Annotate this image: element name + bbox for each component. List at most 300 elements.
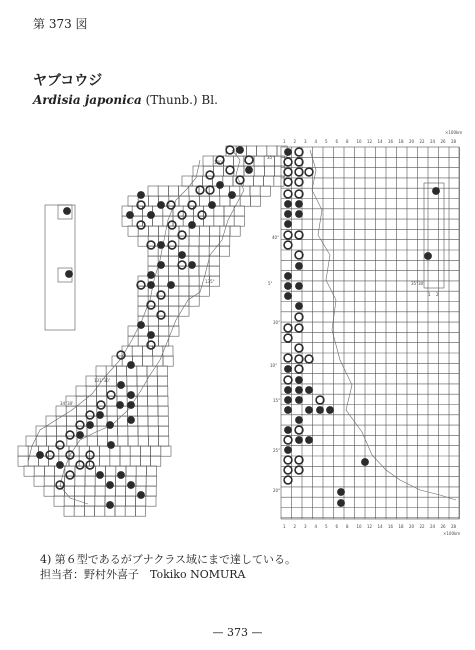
filled-circle-marker <box>216 181 224 189</box>
filled-circle-marker <box>106 481 114 489</box>
grid-cell <box>138 426 148 436</box>
grid-cell <box>116 366 126 376</box>
grid-cell <box>223 156 233 166</box>
top-axis-tick: 24 <box>430 139 436 144</box>
grid-cell <box>234 216 244 226</box>
grid-cell <box>264 166 274 176</box>
grid-cell <box>148 416 158 426</box>
open-circle-marker <box>178 211 186 219</box>
filled-circle-marker <box>337 499 345 507</box>
grid-cell <box>85 476 95 486</box>
grid-cell <box>34 476 44 486</box>
top-axis-tick: 26 <box>440 139 446 144</box>
filled-circle-marker <box>116 401 124 409</box>
bottom-axis-tick: 28 <box>451 524 457 529</box>
filled-circle-marker <box>167 281 175 289</box>
grid-cell <box>56 416 66 426</box>
grid-cell <box>148 406 158 416</box>
open-circle-marker <box>284 466 292 474</box>
grid-cell <box>157 376 167 386</box>
grid-cell <box>163 356 173 366</box>
grid-cell <box>136 476 146 486</box>
grid-cell <box>159 226 169 236</box>
latitude-label: 35°30' <box>411 281 425 286</box>
page-number: — 373 — <box>212 626 263 639</box>
grid-cell <box>153 216 163 226</box>
top-axis-tick: 4 <box>314 139 318 144</box>
filled-circle-marker <box>295 210 303 218</box>
inset-tick: 1 <box>428 292 431 297</box>
open-circle-marker <box>168 241 176 249</box>
filled-circle-marker <box>96 411 104 419</box>
open-circle-marker <box>46 451 54 459</box>
grid-cell <box>146 466 156 476</box>
grid-cell <box>158 386 168 396</box>
filled-circle-marker <box>284 220 292 228</box>
filled-circle-marker <box>284 396 292 404</box>
grid-cell <box>56 426 66 436</box>
top-axis-tick: 18 <box>398 139 404 144</box>
open-circle-marker <box>86 411 94 419</box>
grid-cell <box>117 416 127 426</box>
grid-cell <box>158 186 168 196</box>
top-axis-tick: 3 <box>304 139 307 144</box>
grid-cell <box>148 426 158 436</box>
filled-circle-marker <box>305 406 313 414</box>
filled-circle-marker <box>157 261 165 269</box>
grid-cell <box>44 486 54 496</box>
grid-cell <box>128 436 138 446</box>
open-circle-marker <box>66 471 74 479</box>
open-circle-marker <box>196 186 204 194</box>
grid-cell <box>130 456 140 466</box>
filled-circle-marker <box>147 281 155 289</box>
top-axis-tick: 22 <box>419 139 425 144</box>
filled-circle-marker <box>208 201 216 209</box>
filled-circle-marker <box>284 210 292 218</box>
grid-cell <box>54 496 64 506</box>
top-axis-tick: 20 <box>409 139 415 144</box>
bottom-axis-tick: 22 <box>419 524 425 529</box>
author-credit: 担当者：野村外喜子 Tokiko NOMURA <box>40 568 246 581</box>
filled-circle-marker <box>316 406 324 414</box>
grid-cell <box>163 346 173 356</box>
filled-circle-marker <box>295 436 303 444</box>
bottom-axis-tick: 20 <box>409 524 415 529</box>
grid-cell <box>257 146 267 156</box>
open-circle-marker <box>284 158 292 166</box>
grid-cell <box>148 256 158 266</box>
filled-circle-marker <box>245 166 253 174</box>
bottom-axis-tick: 5 <box>325 524 328 529</box>
grid-cell <box>161 446 171 456</box>
top-axis-tick: 16 <box>388 139 394 144</box>
latitude-label: 35° <box>267 155 275 160</box>
filled-circle-marker <box>284 282 292 290</box>
grid-cell <box>110 456 120 466</box>
filled-circle-marker <box>137 491 145 499</box>
grid-cell <box>44 476 54 486</box>
filled-circle-marker <box>147 211 155 219</box>
grid-cell <box>66 416 76 426</box>
open-circle-marker <box>284 376 292 384</box>
open-circle-marker <box>206 171 214 179</box>
grid-cell <box>76 396 86 406</box>
species-japanese-name: ヤブコウジ <box>33 73 103 89</box>
filled-circle-marker <box>305 436 313 444</box>
grid-cell <box>151 456 161 466</box>
longitude-label: 34°30' <box>60 401 74 406</box>
filled-circle-marker <box>295 282 303 290</box>
open-circle-marker <box>305 168 313 176</box>
filled-circle-marker <box>137 321 145 329</box>
grid-cell <box>118 436 128 446</box>
filled-circle-marker <box>284 446 292 454</box>
grid-cell <box>132 346 142 356</box>
grid-cell <box>234 166 244 176</box>
grid-cell <box>179 306 189 316</box>
top-axis-tick: 5 <box>325 139 328 144</box>
grid-cell <box>158 406 168 416</box>
grid-cell <box>210 226 220 236</box>
open-circle-marker <box>117 351 125 359</box>
filled-circle-marker <box>137 191 145 199</box>
grid-cell <box>179 286 189 296</box>
grid-cell <box>223 176 233 186</box>
filled-circle-marker <box>117 471 125 479</box>
grid-cell <box>253 176 263 186</box>
grid-cell <box>264 176 274 186</box>
grid-cell <box>75 476 85 486</box>
grid-cell <box>189 246 199 256</box>
bottom-axis-tick: 26 <box>440 524 446 529</box>
filled-circle-marker <box>65 270 73 278</box>
grid-cell <box>120 446 130 456</box>
grid-cell <box>168 186 178 196</box>
grid-cell <box>146 486 156 496</box>
grid-cell <box>250 196 260 206</box>
grid-cell <box>158 426 168 436</box>
open-circle-marker <box>168 221 176 229</box>
top-axis-tick: 6 <box>335 139 339 144</box>
filled-circle-marker <box>126 211 134 219</box>
grid-cell <box>148 196 158 206</box>
grid-cell <box>138 436 148 446</box>
filled-circle-marker <box>127 401 135 409</box>
grid-cell <box>146 496 156 506</box>
grid-cell <box>97 436 107 446</box>
grid-cell <box>250 186 260 196</box>
open-circle-marker <box>107 391 115 399</box>
bottom-axis-tick: 10 <box>356 524 362 529</box>
filled-circle-marker <box>295 396 303 404</box>
filled-circle-marker <box>284 406 292 414</box>
scientific-authority: (Thunb.) Bl. <box>145 93 218 107</box>
grid-cell <box>87 436 97 446</box>
filled-circle-marker <box>86 421 94 429</box>
grid-cell <box>44 466 54 476</box>
bottom-axis-tick: 16 <box>388 524 394 529</box>
longitude-label: 130° <box>214 160 224 165</box>
open-circle-marker <box>198 211 206 219</box>
grid-cell <box>115 486 125 496</box>
grid-cell <box>153 356 163 366</box>
grid-cell <box>199 266 209 276</box>
grid-cell <box>143 356 153 366</box>
grid-cell <box>46 436 56 446</box>
grid-cell <box>254 156 264 166</box>
grid-cell <box>199 246 209 256</box>
grid-cell <box>146 476 156 486</box>
grid-cell <box>159 326 169 336</box>
figure-number: 第 373 図 <box>33 17 88 31</box>
filled-circle-marker <box>284 365 292 373</box>
grid-cell <box>84 506 94 516</box>
grid-cell <box>115 506 125 516</box>
grid-cell <box>189 296 199 306</box>
grid-cell <box>140 446 150 456</box>
filled-circle-marker <box>284 148 292 156</box>
open-circle-marker <box>137 221 145 229</box>
grid-cell <box>254 166 264 176</box>
open-circle-marker <box>284 456 292 464</box>
grid-cell <box>159 436 169 446</box>
open-circle-marker <box>76 421 84 429</box>
grid-cell <box>240 196 250 206</box>
grid-cell <box>135 506 145 516</box>
grid-cell <box>157 366 167 376</box>
grid-cell <box>147 386 157 396</box>
open-circle-marker <box>284 324 292 332</box>
grid-cell <box>137 376 147 386</box>
filled-circle-marker <box>295 416 303 424</box>
filled-circle-marker <box>284 426 292 434</box>
open-circle-marker <box>206 186 214 194</box>
filled-circle-marker <box>157 241 165 249</box>
latitude-label: 5° <box>268 281 273 286</box>
filled-circle-marker <box>36 451 44 459</box>
bottom-axis-tick: 4 <box>314 524 318 529</box>
open-circle-marker <box>284 190 292 198</box>
grid-cell <box>148 436 158 446</box>
latitude-label: 25° <box>273 448 281 453</box>
filled-circle-marker <box>127 481 135 489</box>
grid-cell <box>260 186 270 196</box>
longitude-label: 131°30' <box>94 378 110 383</box>
grid-cell <box>118 426 128 436</box>
grid-cell <box>209 256 219 266</box>
grid-cell <box>107 406 117 416</box>
grid-cell <box>158 396 168 406</box>
grid-cell <box>125 496 135 506</box>
grid-cell <box>169 296 179 306</box>
filled-circle-marker <box>361 458 369 466</box>
grid-cell <box>148 226 158 236</box>
open-circle-marker <box>178 261 186 269</box>
grid-cell <box>130 446 140 456</box>
latitude-label: 15° <box>273 398 281 403</box>
filled-circle-marker <box>432 187 440 195</box>
grid-cell <box>199 226 209 236</box>
grid-cell <box>179 276 189 286</box>
bottom-axis-unit: ×100km <box>443 531 461 536</box>
grid-cell <box>120 456 130 466</box>
grid-cell <box>95 486 105 496</box>
top-axis-tick: 12 <box>367 139 373 144</box>
grid-cell <box>76 406 86 416</box>
grid-cell <box>125 506 135 516</box>
grid-cell <box>75 486 85 496</box>
grid-cell <box>46 426 56 436</box>
scientific-binomial: Ardisia japonica <box>33 93 142 107</box>
open-circle-marker <box>284 436 292 444</box>
coastline-path <box>60 150 244 504</box>
filled-circle-marker <box>337 488 345 496</box>
filled-circle-marker <box>107 441 115 449</box>
grid-cell <box>230 226 240 236</box>
filled-circle-marker <box>295 376 303 384</box>
grid-cell <box>148 186 158 196</box>
bottom-axis-tick: 14 <box>377 524 383 529</box>
coastline-path <box>310 150 456 500</box>
filled-circle-marker <box>127 391 135 399</box>
grid-cell <box>137 366 147 376</box>
grid-cell <box>189 236 199 246</box>
grid-cell <box>168 256 178 266</box>
filled-circle-marker <box>326 406 334 414</box>
filled-circle-marker <box>284 200 292 208</box>
grid-cell <box>96 386 106 396</box>
grid-cell <box>106 466 116 476</box>
grid-cell <box>34 466 44 476</box>
open-circle-marker <box>284 231 292 239</box>
top-axis-tick: 28 <box>451 139 457 144</box>
open-circle-marker <box>284 476 292 484</box>
grid-cell <box>189 286 199 296</box>
filled-circle-marker <box>284 386 292 394</box>
grid-cell <box>85 486 95 496</box>
grid-cell <box>18 456 28 466</box>
filled-circle-marker <box>284 292 292 300</box>
longitude-label: 135° <box>205 279 215 284</box>
open-circle-marker <box>226 166 234 174</box>
filled-circle-marker <box>117 381 125 389</box>
occurrence-markers <box>36 146 440 509</box>
filled-circle-marker <box>295 262 303 270</box>
top-axis-tick: 2 <box>293 139 297 144</box>
latitude-label: 40° <box>272 235 280 240</box>
grid-cell <box>168 266 178 276</box>
grid-cell <box>95 496 105 506</box>
grid-cell <box>243 176 253 186</box>
inset-tick: 2 <box>436 292 439 297</box>
grid-cell <box>214 206 224 216</box>
grid-cell <box>179 186 189 196</box>
filled-circle-marker <box>127 361 135 369</box>
open-circle-marker <box>86 451 94 459</box>
filled-circle-marker <box>63 207 71 215</box>
grid-cell <box>203 156 213 166</box>
distribution-note: 4) 第６型であるがブナクラス域にまで達している。 <box>40 553 297 566</box>
filled-circle-marker <box>76 431 84 439</box>
inset-frame <box>45 205 75 330</box>
bottom-axis-tick: 1 <box>283 524 286 529</box>
grid-cell <box>95 506 105 516</box>
grid-cell <box>274 176 284 186</box>
filled-circle-marker <box>147 331 155 339</box>
grid-cell <box>158 276 168 286</box>
grid-cell <box>147 366 157 376</box>
grid-cell <box>213 166 223 176</box>
filled-circle-marker <box>305 386 313 394</box>
open-circle-marker <box>284 178 292 186</box>
grid-cell <box>214 216 224 226</box>
open-circle-marker <box>86 461 94 469</box>
grid-cell <box>137 396 147 406</box>
filled-circle-marker <box>295 200 303 208</box>
grid-cell <box>126 466 136 476</box>
grid-cell <box>74 506 84 516</box>
bottom-axis-tick: 24 <box>430 524 436 529</box>
grid-cell <box>199 236 209 246</box>
grid-cell <box>219 246 229 256</box>
grid-cell <box>28 456 38 466</box>
filled-circle-marker <box>295 386 303 394</box>
latitude-label: 10° <box>270 363 278 368</box>
grid-cell <box>36 436 46 446</box>
grid-cell <box>189 276 199 286</box>
filled-circle-marker <box>147 271 155 279</box>
grid-cell <box>148 396 158 406</box>
filled-circle-marker <box>188 221 196 229</box>
grid-cell <box>209 246 219 256</box>
grid-cell <box>85 496 95 506</box>
filled-circle-marker <box>236 146 244 154</box>
bottom-axis-tick: 18 <box>398 524 404 529</box>
grid-cell <box>96 366 106 376</box>
grid-cell <box>220 196 230 206</box>
grid-cell <box>115 496 125 506</box>
open-circle-marker <box>284 334 292 342</box>
bottom-axis-tick: 6 <box>335 524 339 529</box>
latitude-label: 20° <box>273 488 281 493</box>
filled-circle-marker <box>424 252 432 260</box>
top-axis-tick: 8 <box>346 139 349 144</box>
open-circle-marker <box>97 401 105 409</box>
grid-cell <box>18 446 28 456</box>
filled-circle-marker <box>295 302 303 310</box>
open-circle-marker <box>66 431 74 439</box>
filled-circle-marker <box>106 421 114 429</box>
latitude-label: 30° <box>273 320 281 325</box>
top-axis-tick: 1 <box>283 139 286 144</box>
filled-circle-marker <box>127 416 135 424</box>
filled-circle-marker <box>178 251 186 259</box>
top-axis-tick: 10 <box>356 139 362 144</box>
grid-cell <box>209 266 219 276</box>
bottom-axis-tick: 2 <box>293 524 297 529</box>
grid-cell <box>106 366 116 376</box>
grid-cell <box>148 316 158 326</box>
filled-circle-marker <box>56 461 64 469</box>
right-grid-frame <box>281 147 459 519</box>
grid-cell <box>24 466 34 476</box>
grid-cell <box>140 456 150 466</box>
filled-circle-marker <box>106 501 114 509</box>
grid-cell <box>158 416 168 426</box>
open-circle-marker <box>56 441 64 449</box>
open-circle-marker <box>284 354 292 362</box>
